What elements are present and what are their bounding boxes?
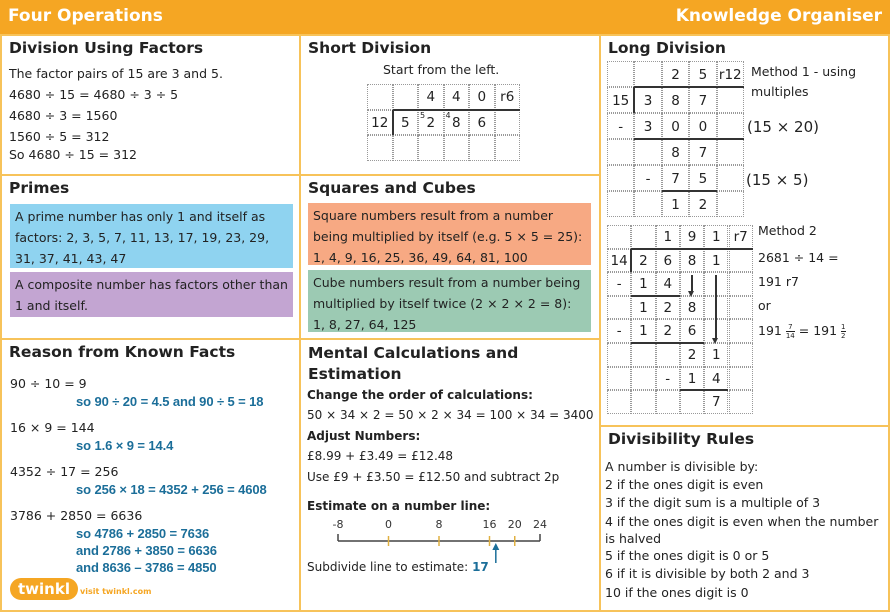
grid-cell [469,135,495,161]
twinkl-logo: twinkl [10,578,78,600]
derived-fact: so 256 × 18 = 4352 + 256 = 4608 [76,482,267,497]
division-line [630,249,632,273]
grid-cell: 6 [656,249,680,273]
whole: 191 [758,323,782,338]
grid-cell: 7 [689,139,716,165]
grid-cell: 2 [631,249,655,273]
tick-label: 16 [482,518,497,531]
grid-cell: 3 [634,113,661,139]
header-bar [0,0,890,34]
denominator: 2 [841,332,846,340]
grid-cell [717,87,744,113]
fact: 16 × 9 = 144 [10,420,95,435]
grid-cell [717,165,744,191]
section-title: Squares and Cubes [308,179,476,197]
grid-cell [495,110,521,136]
square-numbers: Square numbers result from a number being multiplied by itself (e.g. 5 × 5 = 25): 1, 4, 9, 16, 25, 36, 49, 64, 81, 100 [308,203,591,265]
text-line: £8.99 + £3.49 = £12.48 [307,449,454,463]
derived-fact: so 90 ÷ 20 = 4.5 and 90 ÷ 5 = 18 [76,394,264,409]
grid-cell [729,319,753,343]
grid-cell: r6 [495,84,521,110]
text-line: The factor pairs of 15 are 3 and 5. [9,66,223,81]
grid-cell: - [634,165,661,191]
fact: 4352 ÷ 17 = 256 [10,464,119,479]
grid-cell: 0 [469,84,495,110]
grid-cell [495,135,521,161]
grid-cell: 0 [662,113,689,139]
grid-cell [729,343,753,367]
grid-cell [634,191,661,217]
text-line: 4680 ÷ 3 = 1560 [9,108,118,123]
grid-cell: - [656,367,680,391]
cube-numbers: Cube numbers result from a number being multiplied by itself twice (2 × 2 × 2 = 8): 1, 8, 27, 64, 125 [308,270,591,332]
division-line [631,342,704,344]
grid-cell: 5 [689,61,716,87]
rule: 4 if the ones digit is even when the number is halved [605,514,879,546]
tick-label: 24 [533,518,547,531]
grid-cell: 2 [662,61,689,87]
division-line [392,110,394,136]
carry-digit: 5 [420,111,426,120]
rule: A number is divisible by: [605,459,759,474]
bring-down-arrow [715,275,717,340]
grid-cell [607,165,634,191]
fact: 3786 + 2850 = 6636 [10,508,143,523]
grid-cell [607,61,634,87]
section-title: Primes [9,179,70,197]
method1-note: (15 × 20) [747,118,819,136]
subheading: Adjust Numbers: [307,429,421,443]
logo-link[interactable]: visit twinkl.com [80,587,152,596]
subdivide-text [307,560,489,574]
rule: 2 if the ones digit is even [605,477,764,492]
arrow-head-icon [712,338,718,344]
grid-cell: 7 [662,165,689,191]
arrow-head-icon [688,291,694,297]
derived-fact: so 4786 + 2850 = 7636 [76,526,210,541]
grid-cell: 7 [704,390,728,414]
header-title: Four Operations [8,6,163,26]
text-line: Use £9 + £3.50 = £12.50 and subtract 2p [307,470,560,484]
grid-cell: 1 [704,249,728,273]
grid-cell: 8 [444,110,470,136]
section-title: Divisibility Rules [608,430,755,448]
division-line [680,389,729,391]
rule: 10 if the ones digit is 0 [605,585,749,600]
grid-cell: - [607,272,631,296]
divisibility-panel [599,425,890,612]
grid-cell [729,367,753,391]
grid-cell [393,84,419,110]
grid-cell: 2 [680,343,704,367]
numerator: 7 [786,323,795,332]
section-title: Mental Calculations and Estimation [308,344,519,383]
whole: = 191 [798,323,838,338]
grid-cell: 4 [704,367,728,391]
grid-cell: 1 [631,319,655,343]
text-line: So 4680 ÷ 15 = 312 [9,147,137,162]
grid-cell: 4 [444,84,470,110]
composite-definition: A composite number has factors other than 1 and itself. [10,272,293,317]
subdivide-label: Subdivide line to estimate: [307,560,469,574]
grid-cell [418,135,444,161]
grid-cell: 4 [656,272,680,296]
section-title: Reason from Known Facts [9,343,236,361]
grid-cell: 1 [631,272,655,296]
grid-cell: 8 [680,296,704,320]
grid-cell: 2 [656,296,680,320]
tick-label: -8 [332,518,344,531]
method2-eq: 191 r7 [758,274,799,289]
grid-cell [631,367,655,391]
division-line [633,87,635,113]
grid-cell [717,113,744,139]
tick-label: 0 [385,518,392,531]
method2-or: or [758,298,771,313]
grid-cell: 9 [680,225,704,249]
grid-cell: 14 [607,249,631,273]
grid-cell [680,390,704,414]
tick-label: 20 [507,518,522,531]
grid-cell [367,84,393,110]
grid-cell [729,390,753,414]
grid-cell [631,225,655,249]
grid-cell: 7 [689,87,716,113]
short-division-panel [299,34,601,176]
section-title: Division Using Factors [9,39,204,57]
division-line [634,86,744,88]
grid-cell [393,135,419,161]
division-line [631,295,680,297]
grid-cell [717,139,744,165]
text-line: 1560 ÷ 5 = 312 [9,129,110,144]
grid-cell [631,390,655,414]
method1-label: Method 1 - using multiples [751,64,857,99]
grid-cell: 1 [704,225,728,249]
grid-cell: 4 [418,84,444,110]
reason-panel [0,338,301,612]
squares-cubes-panel [299,174,601,340]
division-line [634,138,744,140]
grid-cell: 12 [367,110,393,136]
mental-calc-panel [299,338,601,612]
grid-cell: 8 [662,139,689,165]
section-title: Long Division [608,39,726,57]
grid-cell [444,135,470,161]
grid-cell [607,225,631,249]
primes-panel [0,174,301,340]
section-title: Short Division [308,39,432,57]
grid-cell [607,343,631,367]
fact: 90 ÷ 10 = 9 [10,376,87,391]
estimate-answer: 17 [472,560,489,574]
tick-label: 8 [435,518,443,531]
grid-cell: 8 [680,249,704,273]
grid-cell: - [607,113,634,139]
grid-cell [607,139,634,165]
grid-cell: r7 [729,225,753,249]
grid-cell: r12 [717,61,744,87]
header-subtitle: Knowledge Organiser [675,6,882,26]
grid-cell: 1 [680,367,704,391]
subheading: Change the order of calculations: [307,388,533,402]
division-line [662,190,717,192]
division-line [393,109,521,111]
derived-fact: and 8636 – 3786 = 4850 [76,560,217,575]
grid-cell [634,61,661,87]
grid-cell: 1 [631,296,655,320]
grid-cell [729,296,753,320]
grid-cell: - [607,319,631,343]
grid-cell: 2 [689,191,716,217]
grid-cell: 8 [662,87,689,113]
grid-cell [607,191,634,217]
arrow-head-icon [492,543,499,550]
grid-cell: 3 [634,87,661,113]
grid-cell: 1 [656,225,680,249]
grid-cell: 1 [662,191,689,217]
grid-cell [607,390,631,414]
note: Start from the left. [383,62,500,77]
grid-cell [729,272,753,296]
grid-cell: 2 [656,319,680,343]
method1-note: (15 × 5) [746,171,809,189]
grid-cell [367,135,393,161]
grid-cell: 1 [704,343,728,367]
subheading: Estimate on a number line: [307,499,491,513]
grid-cell: 6 [469,110,495,136]
grid-cell [656,390,680,414]
carry-digit: 4 [445,111,451,120]
denominator: 14 [785,332,795,340]
method2-eq: 2681 ÷ 14 = [758,250,839,265]
text-line: 4680 ÷ 15 = 4680 ÷ 3 ÷ 5 [9,87,179,102]
grid-cell [634,139,661,165]
grid-cell: 5 [689,165,716,191]
derived-fact: and 2786 + 3850 = 6636 [76,543,217,558]
derived-fact: so 1.6 × 9 = 14.4 [76,438,174,453]
grid-cell: 6 [680,319,704,343]
grid-cell: 0 [689,113,716,139]
rule: 3 if the digit sum is a multiple of 3 [605,495,821,510]
grid-cell [717,191,744,217]
long-division-panel [599,34,890,427]
method2-label: Method 2 [758,223,817,238]
numerator: 1 [841,323,846,331]
rule: 5 if the ones digit is 0 or 5 [605,548,770,563]
method2-fraction-eq [758,323,846,340]
grid-cell: 15 [607,87,634,113]
grid-cell: 5 [393,110,419,136]
grid-cell: 2 [418,110,444,136]
division-line [631,248,753,250]
text-line: 50 × 34 × 2 = 50 × 2 × 34 = 100 × 34 = 3400 [307,408,594,422]
rule: 6 if it is divisible by both 2 and 3 [605,566,810,581]
grid-cell [631,343,655,367]
grid-cell [729,249,753,273]
grid-cell [607,296,631,320]
prime-definition: A prime number has only 1 and itself as factors: 2, 3, 5, 7, 11, 13, 17, 19, 23, 29, 31, 37, 41, 43, 47 [10,204,293,268]
grid-cell [656,343,680,367]
division-factors-panel [0,34,301,176]
grid-cell [607,367,631,391]
